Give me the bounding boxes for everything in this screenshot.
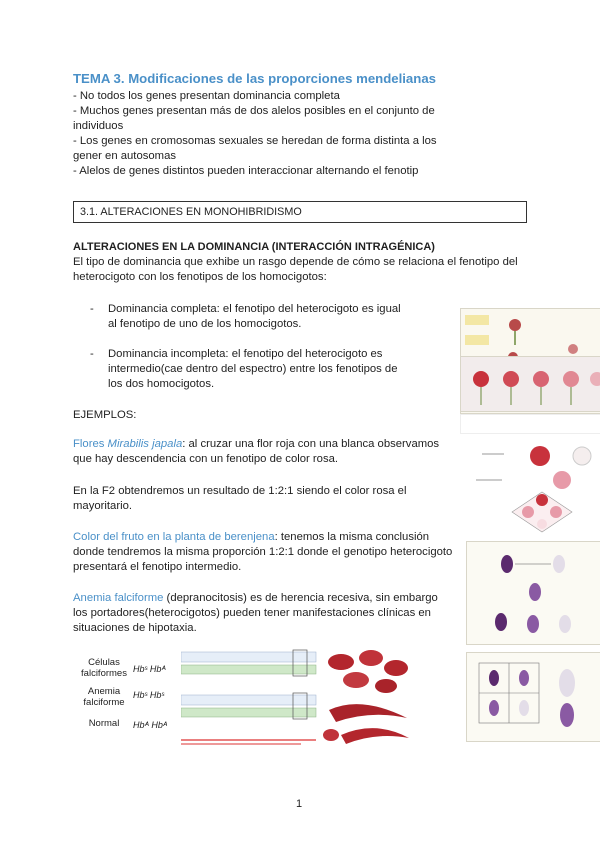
example-flowers: Flores Mirabilis japala: al cruzar una flor roja con una blanca observamos que hay descendencia con un fenotipo de color rosa. xyxy=(73,438,440,465)
eggplant-f2-figure xyxy=(466,652,600,742)
sickle-cell-figure xyxy=(73,640,413,750)
intro-line: - Los genes en cromosomas sexuales se heredan de forma distinta a los gener en autosomas xyxy=(73,135,437,162)
bullet-item: Dominancia incompleta: el fenotipo del heterocigoto es intermedio(cae dentro del espectro) entre los fenotipos de los dos homocigotos. xyxy=(108,348,398,390)
example-sickle-link[interactable]: Anemia falciforme xyxy=(73,592,164,604)
example-eggplant-link[interactable]: Color del fruto en la planta de berenjena xyxy=(73,531,275,543)
intro-line: - Muchos genes presentan más de dos alelos posibles en el conjunto de individuos xyxy=(73,105,435,132)
punnett-flowers-figure xyxy=(462,432,600,540)
subheading: ALTERACIONES EN LA DOMINANCIA (INTERACCIÓN INTRAGÉNICA) xyxy=(73,241,435,253)
eggplant-figure xyxy=(466,541,600,645)
example-sickle: Anemia falciforme (depranocitosis) es de herencia recesiva, sin embargo los portadores(heterocigotos) pueden tener manifestaciones clínicas en situaciones de hipotaxia. xyxy=(73,592,438,634)
sickle-row-label: Anemia falciforme xyxy=(83,686,125,708)
intro-line: - Alelos de genes distintos pueden interaccionar alternando el fenotip xyxy=(73,165,419,177)
sickle-row-label: Células falciformes xyxy=(81,657,127,679)
examples-label: EJEMPLOS: xyxy=(73,409,137,421)
section-heading-box: 3.1. ALTERACIONES EN MONOHIBRIDISMO xyxy=(73,201,527,223)
sickle-genotype: Hbˢ Hbˢ xyxy=(133,690,165,700)
flower-gradient-panel xyxy=(460,356,600,412)
intro-list xyxy=(73,89,463,179)
subheading-text: El tipo de dominancia que exhibe un rasgo depende de cómo se relaciona el fenotipo del heterocigoto con los fenotipos de los homocigotos: xyxy=(73,256,518,283)
example-eggplant: Color del fruto en la planta de berenjena: tenemos la misma conclusión donde tendremos la misma proporción 1:2:1 donde el genotipo heterocigoto presentará el fenotipo intermedio. xyxy=(73,531,453,573)
page-title: TEMA 3. Modificaciones de las proporciones mendelianas xyxy=(73,71,436,86)
page-number: 1 xyxy=(296,798,303,810)
sickle-row-label: Normal xyxy=(88,718,120,729)
sickle-sequence-diagram xyxy=(181,640,413,750)
sickle-genotype: Hbᴬ Hbᴬ xyxy=(133,720,168,730)
example-flowers-f2: En la F2 obtendremos un resultado de 1:2:1 siendo el color rosa el mayoritario. xyxy=(73,485,407,512)
example-flowers-link[interactable]: Flores Mirabilis japala xyxy=(73,438,183,450)
sickled-red-cells xyxy=(323,650,409,744)
intro-line: - No todos los genes presentan dominancia completa xyxy=(73,90,340,102)
bullet-dash: - xyxy=(90,348,94,360)
caption-strip xyxy=(460,414,600,434)
bullet-dash: - xyxy=(90,303,94,315)
bullet-item: Dominancia completa: el fenotipo del heterocigoto es igual al fenotipo de uno de los homocigotos. xyxy=(108,303,401,330)
sickle-genotype: Hbˢ Hbᴬ xyxy=(133,664,166,674)
